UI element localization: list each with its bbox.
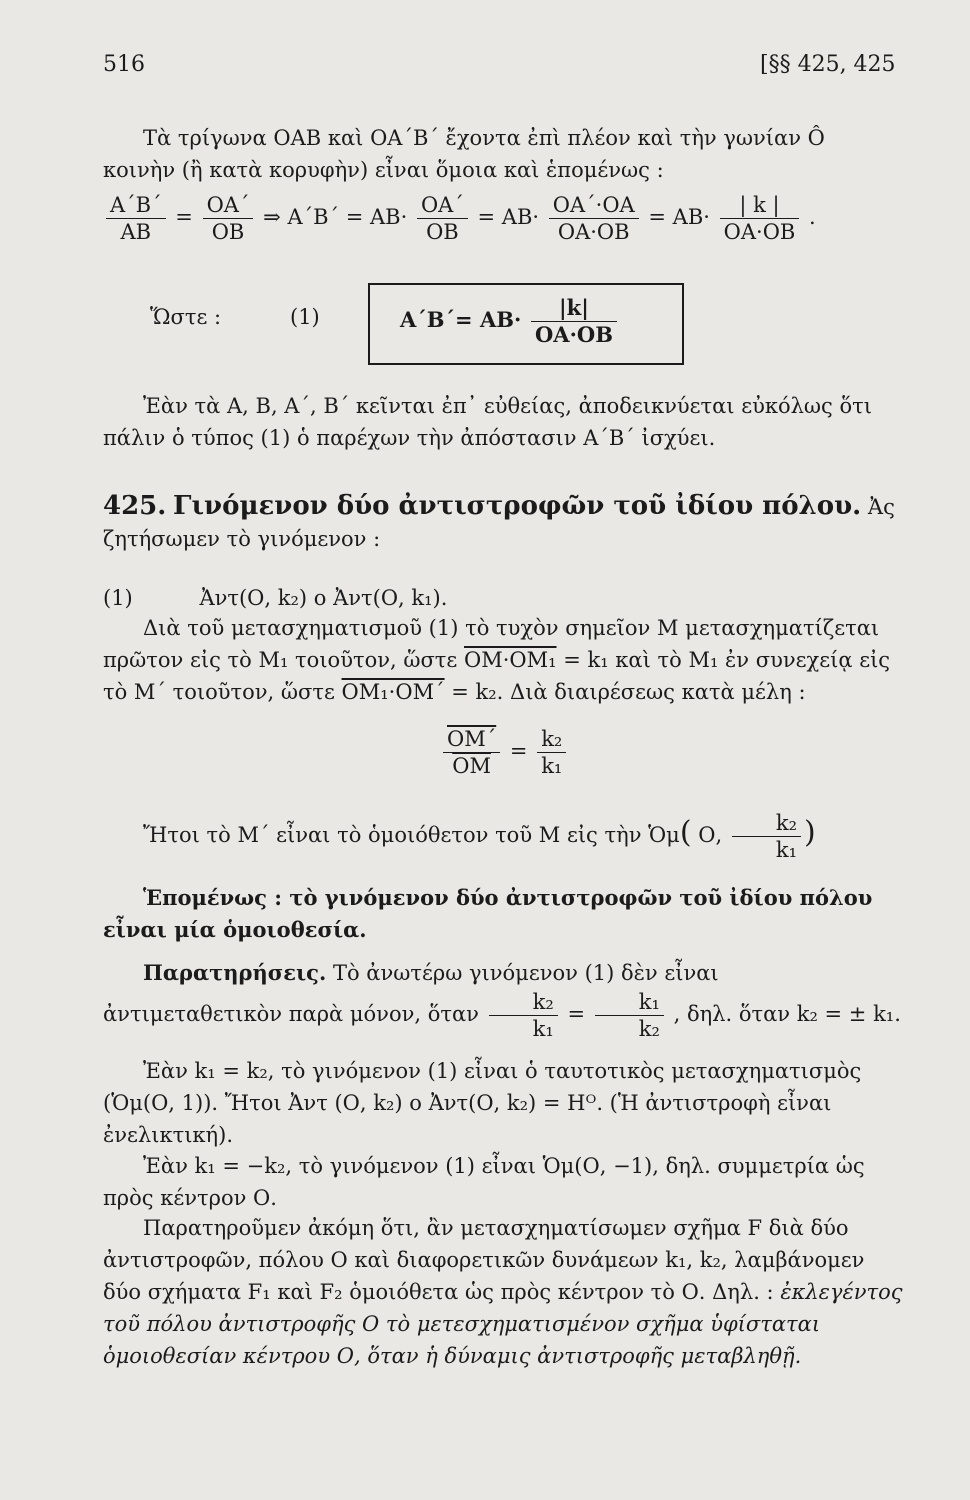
paragraph-final: Παρατηροῦμεν ἀκόμη ὅτι, ἂν μετασχηματίσωμεν σχῆμα F διὰ δύο ἀντιστροφῶν, πόλου Ο καὶ διαφορετικῶν δυνάμεων k₁, k₂, λαμβάνομεν δύο σχήματα F₁ καὶ F₂ ὁμοιόθετα ὡς πρὸς κέντρον τὸ Ο. Δηλ. : ἐκλεγέντος τοῦ πόλου ἀντιστροφῆς Ο τὸ μετεσχηματισμένον σχῆμα ὑφίσταται ὁμοιοθεσίαν κέντρου Ο, ὅταν ἡ δύναμις ἀντιστροφῆς μεταβληθῇ. — [103, 1216, 903, 1368]
page-number: 516 — [103, 52, 145, 77]
fraction-oa-ob: $\frac{OA΄}{OB}$ — [417, 192, 468, 245]
paragraph-symmetry: Ἐὰν k₁ = −k₂, τὸ γινόμενον (1) εἶναι Ὁμ(Ο, −1), δηλ. συμμετρία ὡς πρὸς κέντρον Ο. — [103, 1154, 865, 1210]
fraction-product: $\frac{OA΄\cdot OA}{OA\cdot OB}$ — [549, 192, 639, 245]
fraction-k: $\frac{| k |}{OA\cdot OB}$ — [720, 192, 800, 245]
section-title: Γινόμενον δύο ἀντιστροφῶν τοῦ ἰδίου πόλου. — [173, 491, 862, 521]
boxed-lead: Ὥστε : — [150, 305, 222, 329]
fraction-ab-ratio: $\frac{A΄B΄}{AB}$ — [106, 192, 166, 245]
equation-similarity: $\frac{A΄B΄}{AB}$ = $\frac{OA΄}{OB}$ ⇒ Α΄Β΄ = ΑΒ· $\frac{OA΄}{OB}$ = ΑΒ· $\frac{OA΄\cdot OA}{OA\cdot OB}$ = ΑΒ· $\frac{| k |}{OA\cdot OB}$ . — [103, 192, 816, 245]
section-reference: [§§ 425, 425 — [760, 52, 896, 77]
paragraph-identity: Ἐὰν k₁ = k₂, τὸ γινόμενον (1) εἶναι ὁ ταυτοτικὸς μετασχηματισμὸς (Ὁμ(Ο, 1)). Ἤτοι Ἀντ (Ο, k₂) ο Ἀντ(Ο, k₂) = Ηᴼ. (Ἡ ἀντιστροφὴ εἶναι ἐνελικτική). — [103, 1059, 862, 1147]
equation-product: (1) Ἀντ(Ο, k₂) ο Ἀντ(Ο, k₁). — [103, 586, 448, 610]
equation-ratio: $\frac{\overline{OM΄}}{OM}$ = $\frac{\text{k₂}}{\text{k₁}}$ — [440, 726, 569, 779]
paragraph-remarks: Παρατηρήσεις. Τὸ ἀνωτέρω γινόμενον (1) δὲν εἶναι ἀντιμεταθετικὸν παρὰ μόνον, ὅταν $\frac{\text{k₂}}{\text{k₁}}$ = $\frac{\text{k₁}}{\text{k₂}}$ , δηλ. ὅταν k₂ = ± k₁. — [103, 960, 901, 1041]
boxed-formula: Α΄Β΄= ΑΒ· $\frac{|k|}{OA\cdot OB}$ — [368, 283, 684, 365]
paragraph-homothety: Ἤτοι τὸ Μ΄ εἶναι τὸ ὁμοιόθετον τοῦ Μ εἰς τὴν Ὁμ( Ο, $\frac{\text{k₂}}{\text{k₁}}$ ) — [143, 811, 816, 862]
boxed-label: (1) — [290, 305, 320, 329]
paragraph-triangles: Τὰ τρίγωνα ΟΑΒ καὶ ΟΑ΄Β΄ ἔχοντα ἐπὶ πλέον καὶ τὴν γωνίαν Ô κοινὴν (ἢ κατὰ κορυφὴν) εἶναι ὅμοια καὶ ἑπομένως : — [103, 126, 825, 182]
fraction-oa-ratio: $\frac{OA΄}{OB}$ — [203, 192, 254, 245]
section-425: 425. Γινόμενον δύο ἀντιστροφῶν τοῦ ἰδίου πόλου. Ἀς ζητήσωμεν τὸ γινόμενον : — [103, 491, 895, 551]
paragraph-transformation: Διὰ τοῦ μετασχηματισμοῦ (1) τὸ τυχὸν σημεῖον Μ μετασχηματίζεται πρῶτον εἰς τὸ Μ₁ τοιοῦτον, ὥστε ΟΜ·ΟΜ₁ = k₁ καὶ τὸ Μ₁ ἐν συνεχείᾳ εἰς τὸ Μ΄ τοιοῦτον, ὥστε ΟΜ₁·ΟΜ΄ = k₂. Διὰ διαιρέσεως κατὰ μέλη : — [103, 616, 891, 704]
paragraph-collinear: Ἐὰν τὰ Α, Β, Α΄, Β΄ κεῖνται ἐπ᾽ εὐθείας, ἀποδεικνύεται εὐκόλως ὅτι πάλιν ὁ τύπος (1) ὁ παρέχων τὴν ἀπόστασιν Α΄Β΄ ἰσχύει. — [103, 394, 872, 450]
paragraph-conclusion: Ἑπομένως : τὸ γινόμενον δύο ἀντιστροφῶν τοῦ ἰδίου πόλου εἶναι μία ὁμοιοθεσία. — [103, 885, 873, 942]
